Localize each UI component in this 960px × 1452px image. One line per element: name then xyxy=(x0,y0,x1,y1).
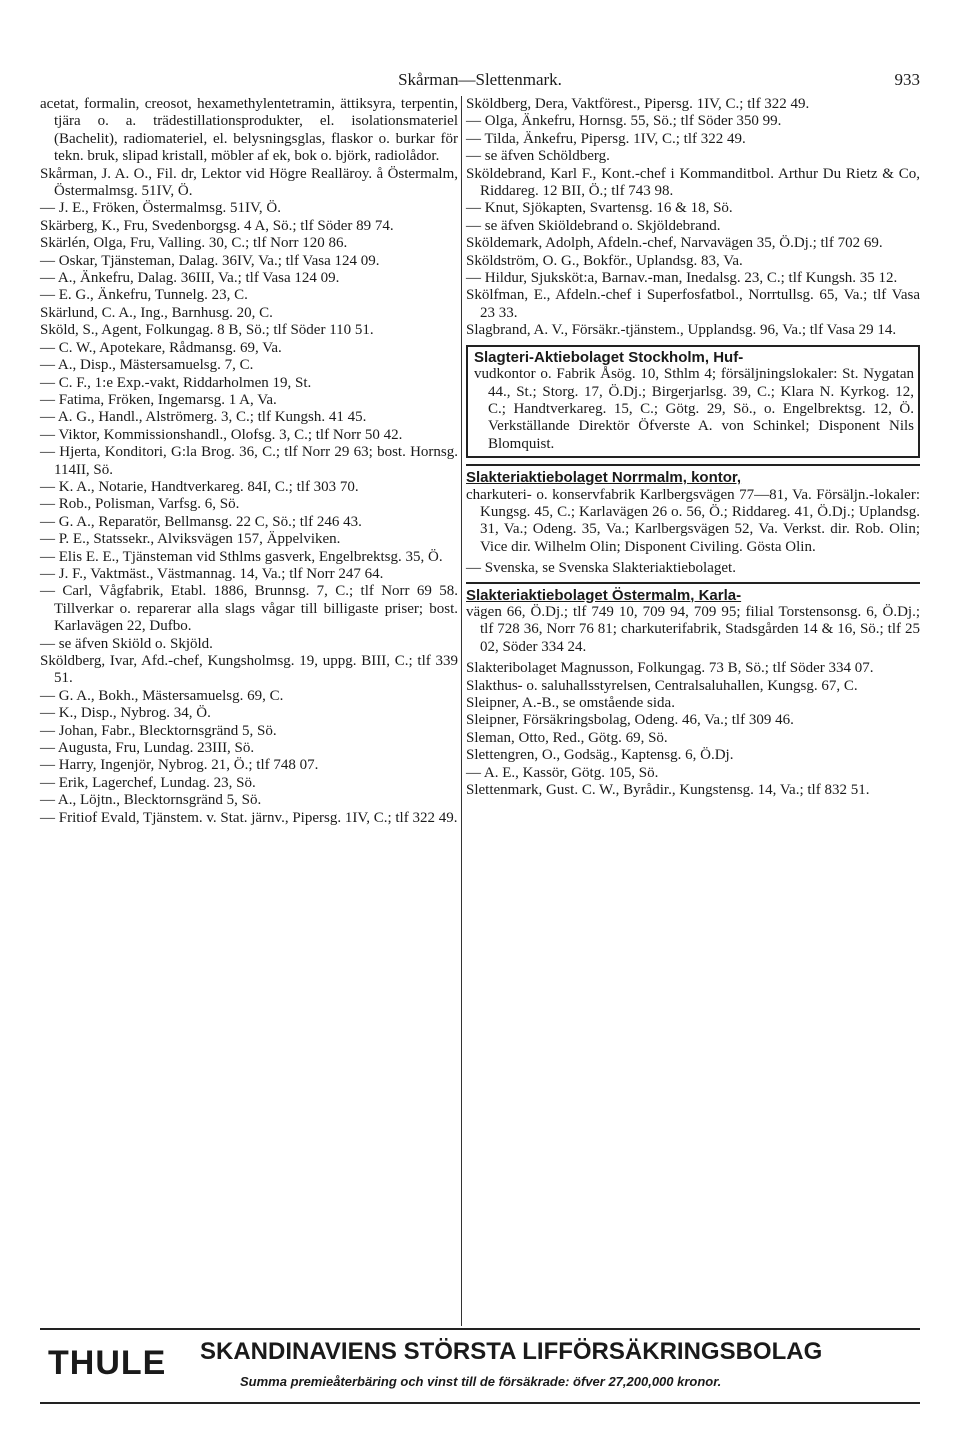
list-item: — Olga, Änkefru, Hornsg. 55, Sö.; tlf Söder 350 99. xyxy=(466,113,782,130)
list-item: — se äfven Skiöld o. Skjöld. xyxy=(40,635,213,652)
ad-box-ostermalm xyxy=(466,582,920,657)
list-item: — Fritiof Evald, Tjänstem. v. Stat. järnv., Pipersg. 1IV, C.; tlf 322 49. xyxy=(40,809,458,826)
list-item: — E. G., Änkefru, Tunnelg. 23, C. xyxy=(40,287,248,304)
list-item: Sleman, Otto, Red., Götg. 69, Sö. xyxy=(466,729,668,746)
list-item: — Knut, Sjökapten, Svartensg. 16 & 18, Sö. xyxy=(466,200,733,217)
list-item: — G. A., Bokh., Mästersamuelsg. 69, C. xyxy=(40,687,284,704)
column-divider xyxy=(461,96,462,1326)
list-item: Slettengren, O., Godsäg., Kaptensg. 6, Ö.Dj. xyxy=(466,747,734,764)
list-item: — J. F., Vaktmäst., Västmannag. 14, Va.; tlf Norr 247 64. xyxy=(40,565,384,582)
list-item: Sköldberg, Ivar, Afd.-chef, Kungsholmsg. 19, uppg. BIII, C.; tlf 339 51. xyxy=(40,653,458,687)
list-item: Sleipner, Försäkringsbolag, Odeng. 46, Va.; tlf 309 46. xyxy=(466,712,794,729)
list-item: Skärlund, C. A., Ing., Barnhusg. 20, C. xyxy=(40,304,273,321)
ad-box-text: vägen 66, Ö.Dj.; tlf 749 10, 709 94, 709 95; filial Torstensonsg. 6, Ö.Dj.; tlf 728 36, Norr 76 81; charkuterifabrik, Stadsgården 14 & 16, Sö.; tlf 25 02, Söder 334 24. xyxy=(466,603,920,655)
list-item: Slakteribolaget Magnusson, Folkungag. 73 B, Sö.; tlf Söder 334 07. xyxy=(466,660,874,677)
right-column xyxy=(466,96,920,799)
list-item: — C. F., 1:e Exp.-vakt, Riddarholmen 19, St. xyxy=(40,374,312,391)
list-item: — A., Änkefru, Dalag. 36III, Va.; tlf Vasa 124 09. xyxy=(40,270,340,287)
list-item: — J. E., Fröken, Östermalmsg. 51IV, Ö. xyxy=(40,200,281,217)
list-item: Sköldemark, Adolph, Afdeln.-chef, Narvavägen 35, Ö.Dj.; tlf 702 69. xyxy=(466,235,883,252)
thule-brand: THULE xyxy=(48,1344,167,1382)
list-item: — A., Disp., Mästersamuelsg. 7, C. xyxy=(40,357,254,374)
list-item: Sköld, S., Agent, Folkungag. 8 B, Sö.; tlf Söder 110 51. xyxy=(40,322,374,339)
list-item: — se äfven Skiöldebrand o. Skjöldebrand. xyxy=(466,217,721,234)
list-item: Slakthus- o. saluhallsstyrelsen, Centralsaluhallen, Kungsg. 67, C. xyxy=(466,677,858,694)
list-item: — Carl, Vågfabrik, Etabl. 1886, Brunnsg. 7, C.; tlf Norr 69 58. Tillverkar o. reparerar alla slags vågar till billigaste priser; bost. Karlavägen 22, Dufbo. xyxy=(40,583,458,635)
list-item: Sköldström, O. G., Bokför., Uplandsg. 83, Va. xyxy=(466,252,743,269)
ad-box-text: charkuteri- o. konservfabrik Karlbergsvägen 77—81, Va. Försäljn.-lokaler: Kungsg. 45, C.; Karlavägen 26 o. 56, Ö.; Riddareg. 41, Ö.Dj.; Uplandsg. 31, Va.; Odeng. 35, Va.; Karlbergsvägen 52, Va. Verkst. dir. Rob. Olin; Vice dir. Wilhelm Olin; Disponent Civiling. Gösta Olin. xyxy=(466,486,920,555)
list-item: Slagbrand, A. V., Försäkr.-tjänstem., Upplandsg. 96, Va.; tlf Vasa 29 14. xyxy=(466,322,897,339)
list-item: — Tilda, Änkefru, Pipersg. 1IV, C.; tlf 322 49. xyxy=(466,130,746,147)
ad-box-slagteri-stockholm xyxy=(466,345,920,458)
thule-tagline: Summa premieåterbäring och vinst till de försäkrade: öfver 27,200,000 kronor. xyxy=(240,1374,722,1389)
ad-box-heading: Slakteriaktiebolaget Norrmalm, kontor, xyxy=(466,469,742,487)
page-header xyxy=(40,70,920,94)
list-item: — G. A., Reparatör, Bellmansg. 22 C, Sö.; tlf 246 43. xyxy=(40,513,362,530)
list-item: — Hjerta, Konditori, G:la Brog. 36, C.; tlf Norr 29 63; bost. Hornsg. 114II, Sö. xyxy=(40,444,458,478)
ad-box-text: vudkontor o. Fabrik Åsög. 10, Sthlm 4; försäljningslokaler: St. Nygatan 44., St.; Storg. 17, Ö.Dj.; Birgerjarlsg. 39, C.; Klara N. Kyrkog. 12, C.; Handtverkareg. 15, C.; Götg. 29, Sö., o. Engelbrektsg. 12, Ö. Verkställande Direktör Öfverste A. von Schinkel; Disponent Nils Blomquist. xyxy=(474,366,914,452)
list-item: Skårman, J. A. O., Fil. dr, Lektor vid Högre Realläroy. å Östermalm, Östermalmsg. 51IV, Ö. xyxy=(40,165,458,200)
list-item: — A., Löjtn., Blecktornsgränd 5, Sö. xyxy=(40,792,262,809)
ad-box-norrmalm xyxy=(466,464,920,556)
page-number: 933 xyxy=(894,70,920,89)
list-item: — Elis E. E., Tjänsteman vid Sthlms gasverk, Engelbrektsg. 35, Ö. xyxy=(40,548,443,565)
thule-company-name: SKANDINAVIENS STÖRSTA LIFFÖRSÄKRINGSBOLAG xyxy=(200,1338,823,1365)
left-column xyxy=(40,96,458,827)
list-item: — Viktor, Kommissionshandl., Olofsg. 3, C.; tlf Norr 50 42. xyxy=(40,426,403,443)
list-item: — Augusta, Fru, Lundag. 23III, Sö. xyxy=(40,740,255,757)
list-item: Slettenmark, Gust. C. W., Byrådir., Kungstensg. 14, Va.; tlf 832 51. xyxy=(466,782,870,799)
list-item: — Svenska, se Svenska Slakteriaktiebolaget. xyxy=(466,560,736,577)
list-item: — Oskar, Tjänsteman, Dalag. 36IV, Va.; tlf Vasa 124 09. xyxy=(40,252,380,269)
list-item: — Rob., Polisman, Varfsg. 6, Sö. xyxy=(40,496,240,513)
thule-advertisement xyxy=(40,1328,920,1404)
page-title: Skårman—Slettenmark. xyxy=(398,70,562,89)
ad-box-heading: Slakteriaktiebolaget Östermalm, Karla- xyxy=(466,586,742,604)
list-item: — Harry, Ingenjör, Nybrog. 21, Ö.; tlf 748 07. xyxy=(40,757,319,774)
list-item: — K. A., Notarie, Handtverkareg. 84I, C.; tlf 303 70. xyxy=(40,478,359,495)
list-item: — Fatima, Fröken, Ingemarsg. 1 A, Va. xyxy=(40,391,277,408)
list-item: — P. E., Statssekr., Alviksvägen 157, Äppelviken. xyxy=(40,531,341,548)
list-item: — Johan, Fabr., Blecktornsgränd 5, Sö. xyxy=(40,722,277,739)
list-item: Skölfman, E., Afdeln.-chef i Superfosfatbol., Norrtullsg. 65, Va.; tlf Vasa 23 33. xyxy=(466,287,920,321)
ad-box-heading: Slagteri-Aktiebolaget Stockholm, Huf- xyxy=(474,348,744,366)
list-item: — C. W., Apotekare, Rådmansg. 69, Va. xyxy=(40,339,282,356)
list-item: Skärlén, Olga, Fru, Valling. 30, C.; tlf Norr 120 86. xyxy=(40,235,348,252)
list-item: Sleipner, A.-B., se omstående sida. xyxy=(466,695,675,711)
list-item: Sköldebrand, Karl F., Kont.-chef i Kommanditbol. Arthur Du Rietz & Co, Riddareg. 12 BII, Ö.; tlf 743 98. xyxy=(466,165,920,200)
list-item: — se äfven Schöldberg. xyxy=(466,148,610,165)
list-item: — Erik, Lagerchef, Lundag. 23, Sö. xyxy=(40,774,256,791)
list-item: acetat, formalin, creosot, hexamethylentetramin, ättiksyra, terpentin, tjära o. a. trädestillationsprodukter, el. isolationsmateriel (Bachelit), radiomateriel, el. belysningsglas, flaskor o. burkar för tekn. bruk, slipad kristall, möbler af ek, bok o. björk, radiolådor. xyxy=(40,96,458,165)
list-item: — A. E., Kassör, Götg. 105, Sö. xyxy=(466,764,659,781)
list-item: — A. G., Handl., Alströmerg. 3, C.; tlf Kungsh. 41 45. xyxy=(40,409,367,426)
list-item: — K., Disp., Nybrog. 34, Ö. xyxy=(40,705,211,722)
list-item: — Hildur, Sjuksköt:a, Barnav.-man, Inedalsg. 23, C.; tlf Kungsh. 35 12. xyxy=(466,270,898,287)
list-item: Skärberg, K., Fru, Svedenborgsg. 4 A, Sö.; tlf Söder 89 74. xyxy=(40,217,394,234)
list-item: Sköldberg, Dera, Vaktförest., Pipersg. 1IV, C.; tlf 322 49. xyxy=(466,96,810,112)
